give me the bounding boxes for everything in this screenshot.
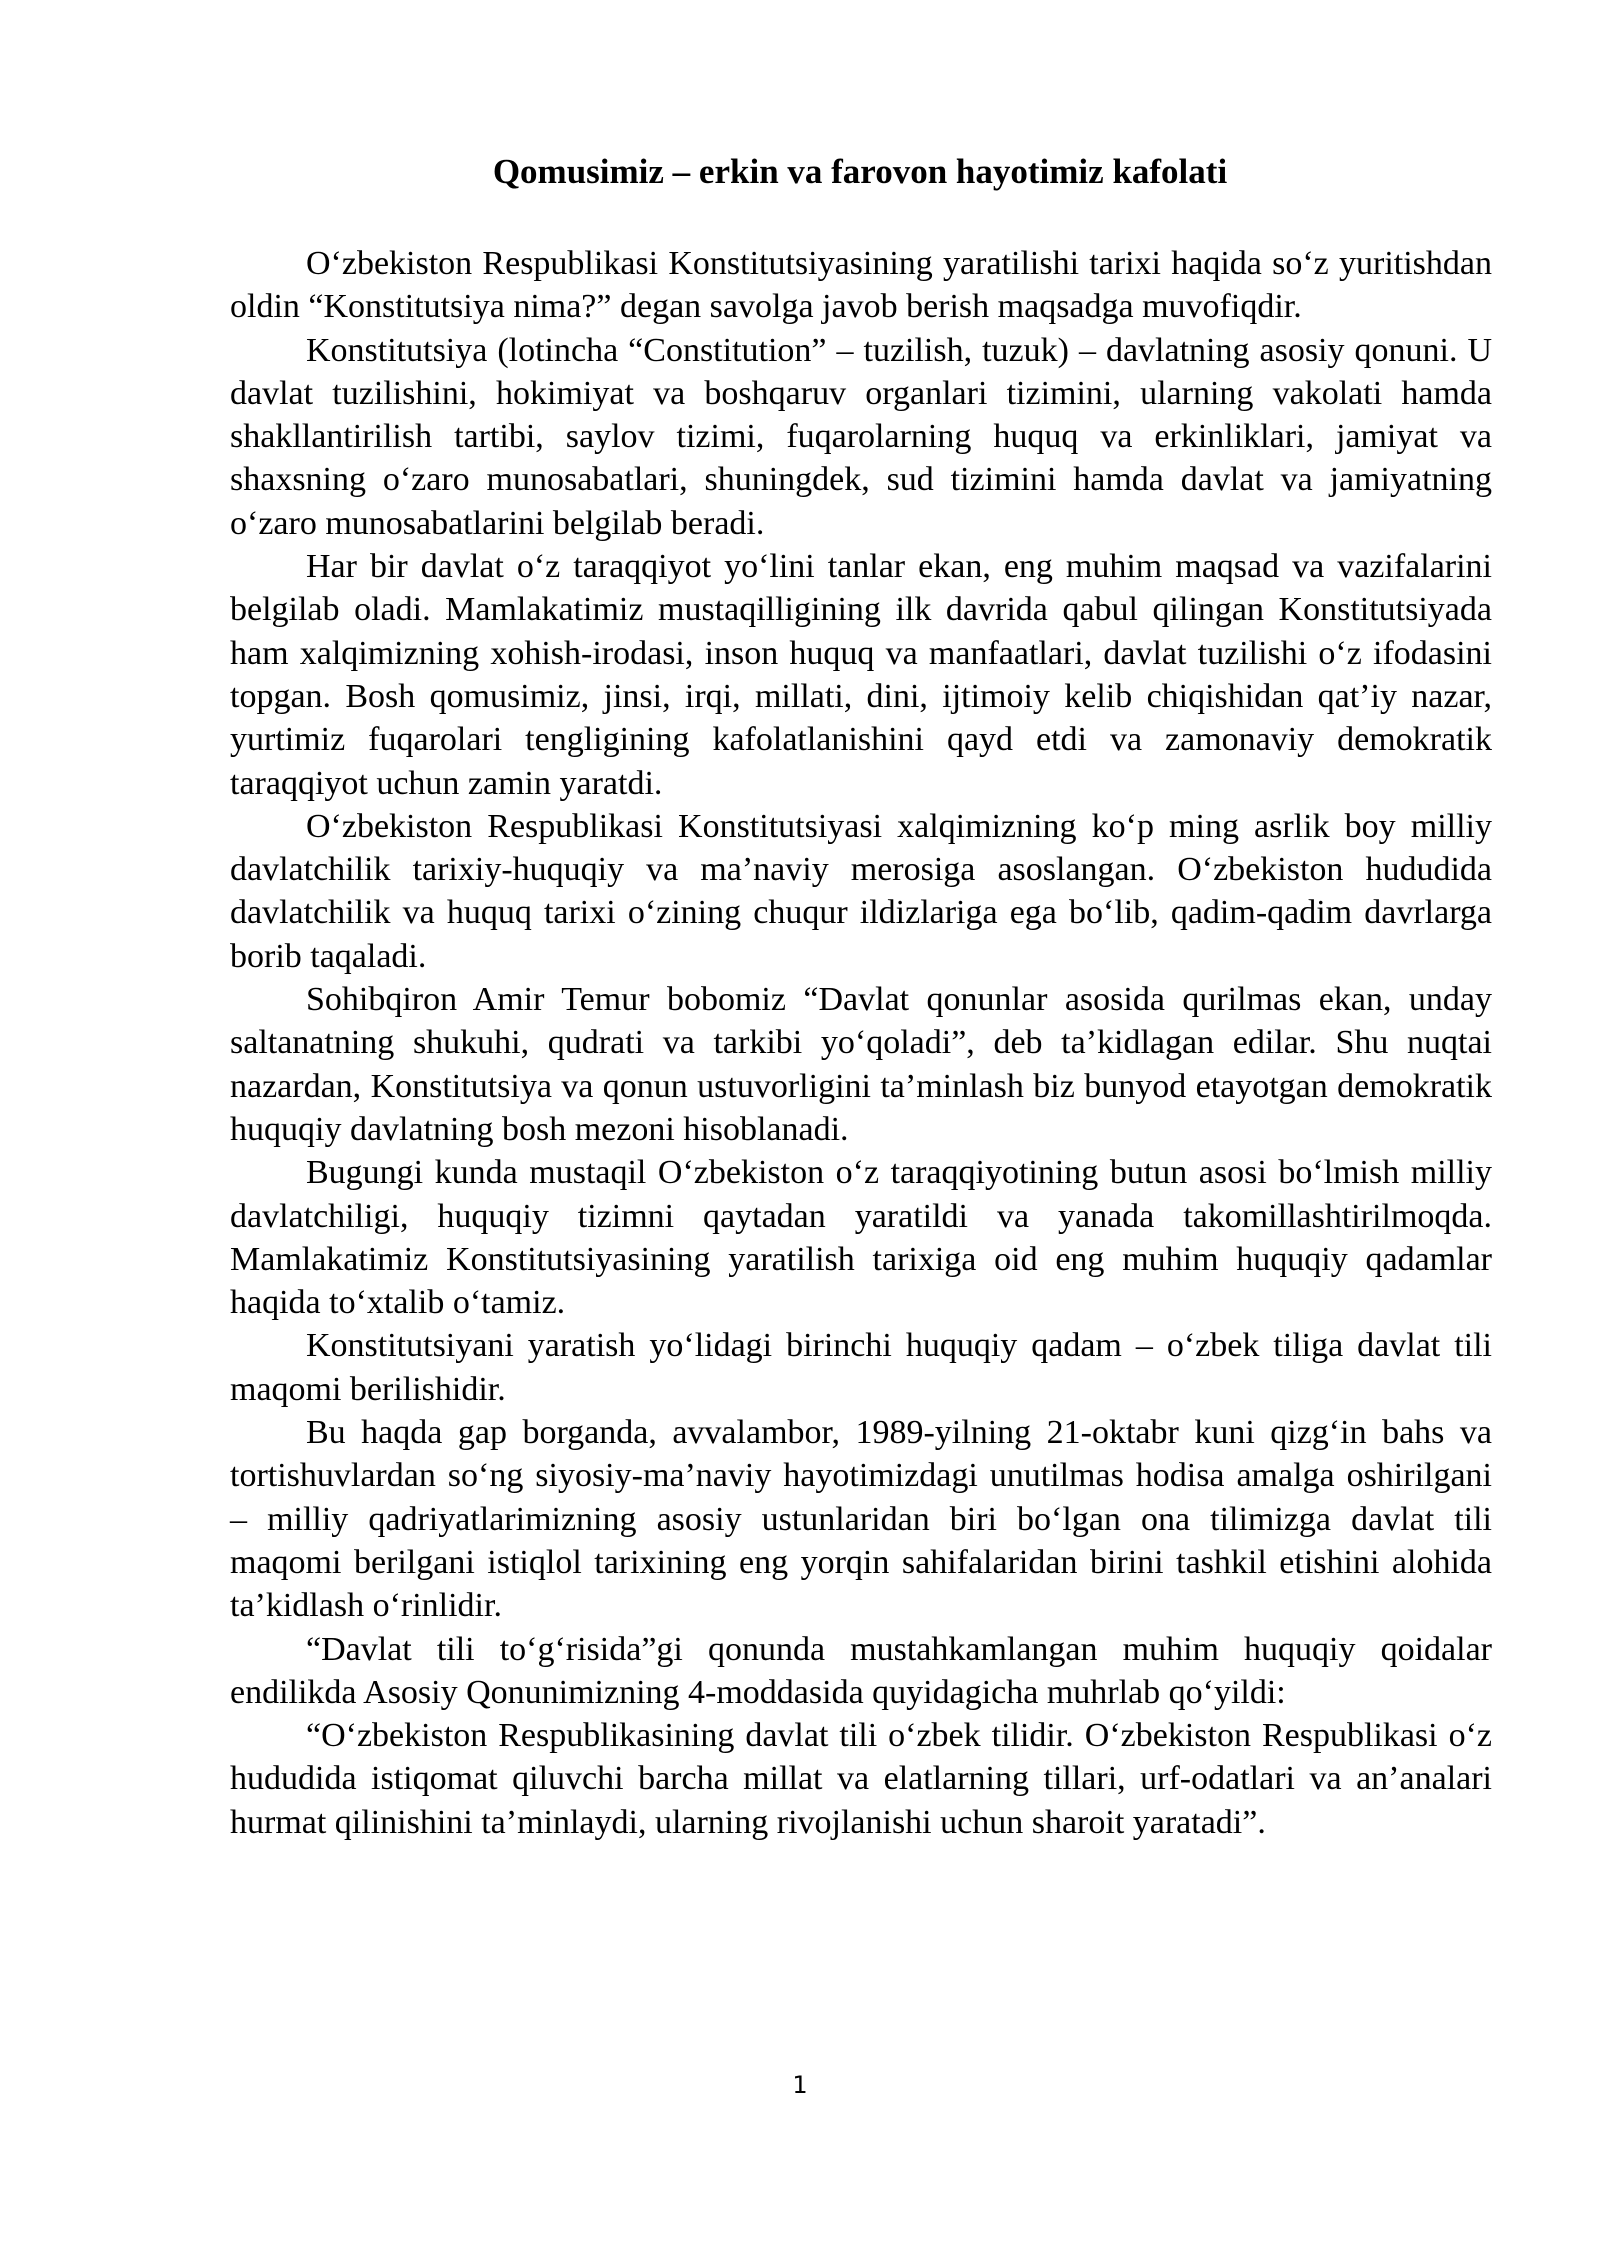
paragraph-4: O‘zbekiston Respublikasi Konstitutsiyasi xalqimizning ko‘p ming asrlik boy milliy davlatchilik tarixiy-huquqiy va ma’naviy merosiga asoslangan. O‘zbekiston hududida davlatchilik va huquq tarixi o‘zining chuqur ildizlariga ega bo‘lib, qadim-qadim davrlarga borib taqaladi. xyxy=(230,807,1492,975)
paragraph-9: “Davlat tili to‘g‘risida”gi qonunda mustahkamlangan muhim huquqiy qoidalar endilikda Asosiy Qonunimizning 4-moddasida quyidagicha muhrlab qo‘yildi: xyxy=(230,1630,1492,1711)
paragraph-6: Bugungi kunda mustaqil O‘zbekiston o‘z taraqqiyotining butun asosi bo‘lmish milliy davlatchiligi, huquqiy tizimni qaytadan yaratildi va yanada takomillashtirilmoqda. Mamlakatimiz Konstitutsiyasining yaratilish tarixiga oid eng muhim huquqiy qadamlar haqida to‘xtalib o‘tamiz. xyxy=(230,1154,1492,1322)
paragraph-5: Sohibqiron Amir Temur bobomiz “Davlat qonunlar asosida qurilmas ekan, unday saltanatning shukuhi, qudrati va tarkibi yo‘qoladi”, deb ta’kidlagan edilar. Shu nuqtai nazardan, Konstitutsiya va qonun ustuvorligini ta’minlash biz bunyod etayotgan demokratik huquqiy davlatning bosh mezoni hisoblanadi. xyxy=(230,981,1492,1148)
document-body xyxy=(230,242,1492,1844)
paragraph-2: Konstitutsiya (lotincha “Constitution” – tuzilish, tuzuk) – davlatning asosiy qonuni. U davlat tuzilishini, hokimiyat va boshqaruv organlari tizimini, ularning vakolati hamda shakllantirilish tartibi, saylov tizimi, fuqarolarning huquq va erkinliklari, jamiyat va shaxsning o‘zaro munosabatlari, shuningdek, sud tizimini hamda davlat va jamiyatning o‘zaro munosabatlarini belgilab beradi. xyxy=(230,331,1492,542)
paragraph-1: O‘zbekiston Respublikasi Konstitutsiyasining yaratilishi tarixi haqida so‘z yuritishdan oldin “Konstitutsiya nima?” degan savolga javob berish maqsadga muvofiqdir. xyxy=(230,245,1492,326)
paragraph-3: Har bir davlat o‘z taraqqiyot yo‘lini tanlar ekan, eng muhim maqsad va vazifalarini belgilab oladi. Mamlakatimiz mustaqilligining ilk davrida qabul qilingan Konstitutsiyada ham xalqimizning xohish-irodasi, inson huquq va manfaatlari, davlat tuzilishi o‘z ifodasini topgan. Bosh qomusimiz, jinsi, irqi, millati, dini, ijtimoiy kelib chiqishidan qat’iy nazar, yurtimiz fuqarolari tengligining kafolatlanishini qayd etdi va zamonaviy demokratik taraqqiyot uchun zamin yaratdi. xyxy=(230,548,1492,802)
page-number: 1 xyxy=(792,2071,808,2099)
paragraph-7: Konstitutsiyani yaratish yo‘lidagi birinchi huquqiy qadam – o‘zbek tiliga davlat tili maqomi berilishidir. xyxy=(230,1327,1492,1408)
document-title: Qomusimiz – erkin va farovon hayotimiz kafolati xyxy=(492,152,1228,191)
paragraph-8: Bu haqda gap borganda, avvalambor, 1989-yilning 21-oktabr kuni qizg‘in bahs va tortishuvlardan so‘ng siyosiy-ma’naviy hayotimizdagi unutilmas hodisa amalga oshirilgani – milliy qadriyatlarimizning asosiy ustunlaridan biri bo‘lgan ona tilimizga davlat tili maqomi berilgani istiqlol tarixining eng yorqin sahifalaridan birini tashkil etishini alohida ta’kidlash o‘rinlidir. xyxy=(230,1414,1492,1625)
paragraph-10: “O‘zbekiston Respublikasining davlat tili o‘zbek tilidir. O‘zbekiston Respublikasi o‘z hududida istiqomat qiluvchi barcha millat va elatlarning tillari, urf-odatlari va an’analari hurmat qilinishini ta’minlaydi, ularning rivojlanishi uchun sharoit yaratadi”. xyxy=(230,1717,1492,1841)
